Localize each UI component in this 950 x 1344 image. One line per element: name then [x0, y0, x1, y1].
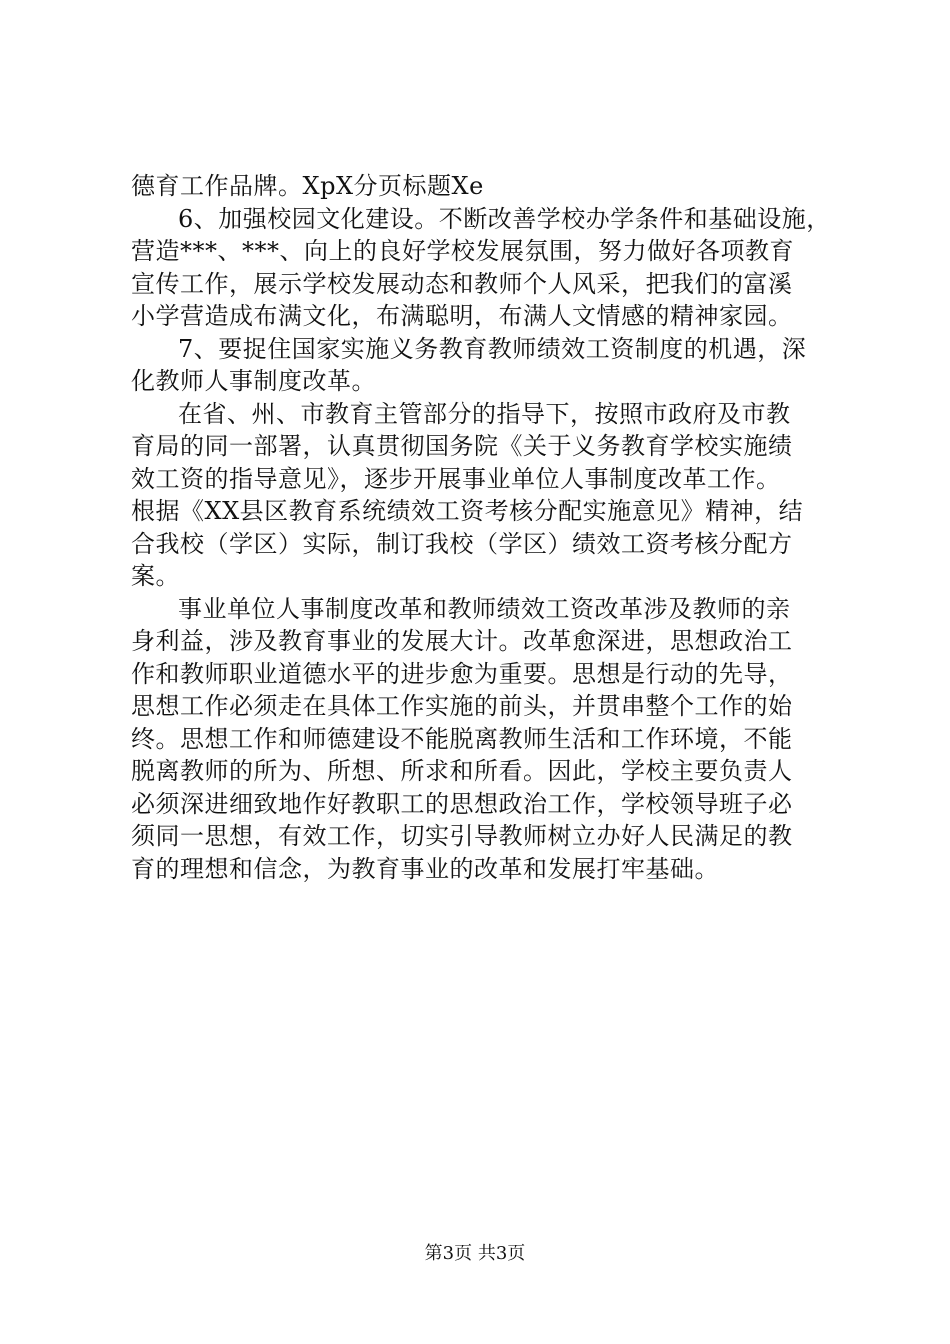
text-line: 合我校（学区）实际，制订我校（学区）绩效工资考核分配方: [131, 529, 793, 558]
text-line: 脱离教师的所为、所想、所求和所看。因此，学校主要负责人: [131, 757, 793, 785]
text-line: 案。: [131, 562, 180, 590]
text-line: 化教师人事制度改革。: [131, 367, 376, 395]
page-footer: 第3页 共3页: [424, 1243, 526, 1264]
text-line: 根据《XX县区教育系统绩效工资考核分配实施意见》精神，结: [131, 497, 804, 525]
text-line: 德育工作品牌。XpX分页标题Xe: [131, 172, 484, 200]
text-line: 育的理想和信念，为教育事业的改革和发展打牢基础。: [131, 854, 719, 883]
text-line: 7、要捉住国家实施义务教育教师绩效工资制度的机遇，深: [178, 334, 807, 363]
text-line: 育局的同一部署，认真贯彻国务院《关于义务教育学校实施绩: [131, 432, 793, 460]
text-line: 事业单位人事制度改革和教师绩效工资改革涉及教师的亲: [178, 594, 791, 623]
text-line: 营造***、***、向上的良好学校发展氛围，努力做好各项教育: [131, 237, 794, 265]
text-line: 在省、州、市教育主管部分的指导下，按照市政府及市教: [178, 399, 791, 428]
text-line: 宣传工作，展示学校发展动态和教师个人风采，把我们的富溪: [131, 269, 793, 298]
text-line: 小学营造成布满文化，布满聪明，布满人文情感的精神家园。: [131, 302, 793, 330]
text-line: 效工资的指导意见》，逐步开展事业单位人事制度改革工作。: [131, 464, 781, 493]
text-line: 作和教师职业道德水平的进步愈为重要。思想是行动的先导，: [131, 659, 793, 688]
text-line: 身利益，涉及教育事业的发展大计。改革愈深进，思想政治工: [131, 627, 793, 655]
text-line: 须同一思想，有效工作，切实引导教师树立办好人民满足的教: [131, 822, 793, 850]
document-body: [131, 170, 831, 885]
text-line: 终。思想工作和师德建设不能脱离教师生活和工作环境，不能: [131, 724, 793, 753]
text-line: 6、加强校园文化建设。不断改善学校办学条件和基础设施，: [178, 204, 831, 233]
text-line: 思想工作必须走在具体工作实施的前头，并贯串整个工作的始: [131, 692, 793, 720]
text-line: 必须深进细致地作好教职工的思想政治工作，学校领导班子必: [131, 789, 793, 818]
